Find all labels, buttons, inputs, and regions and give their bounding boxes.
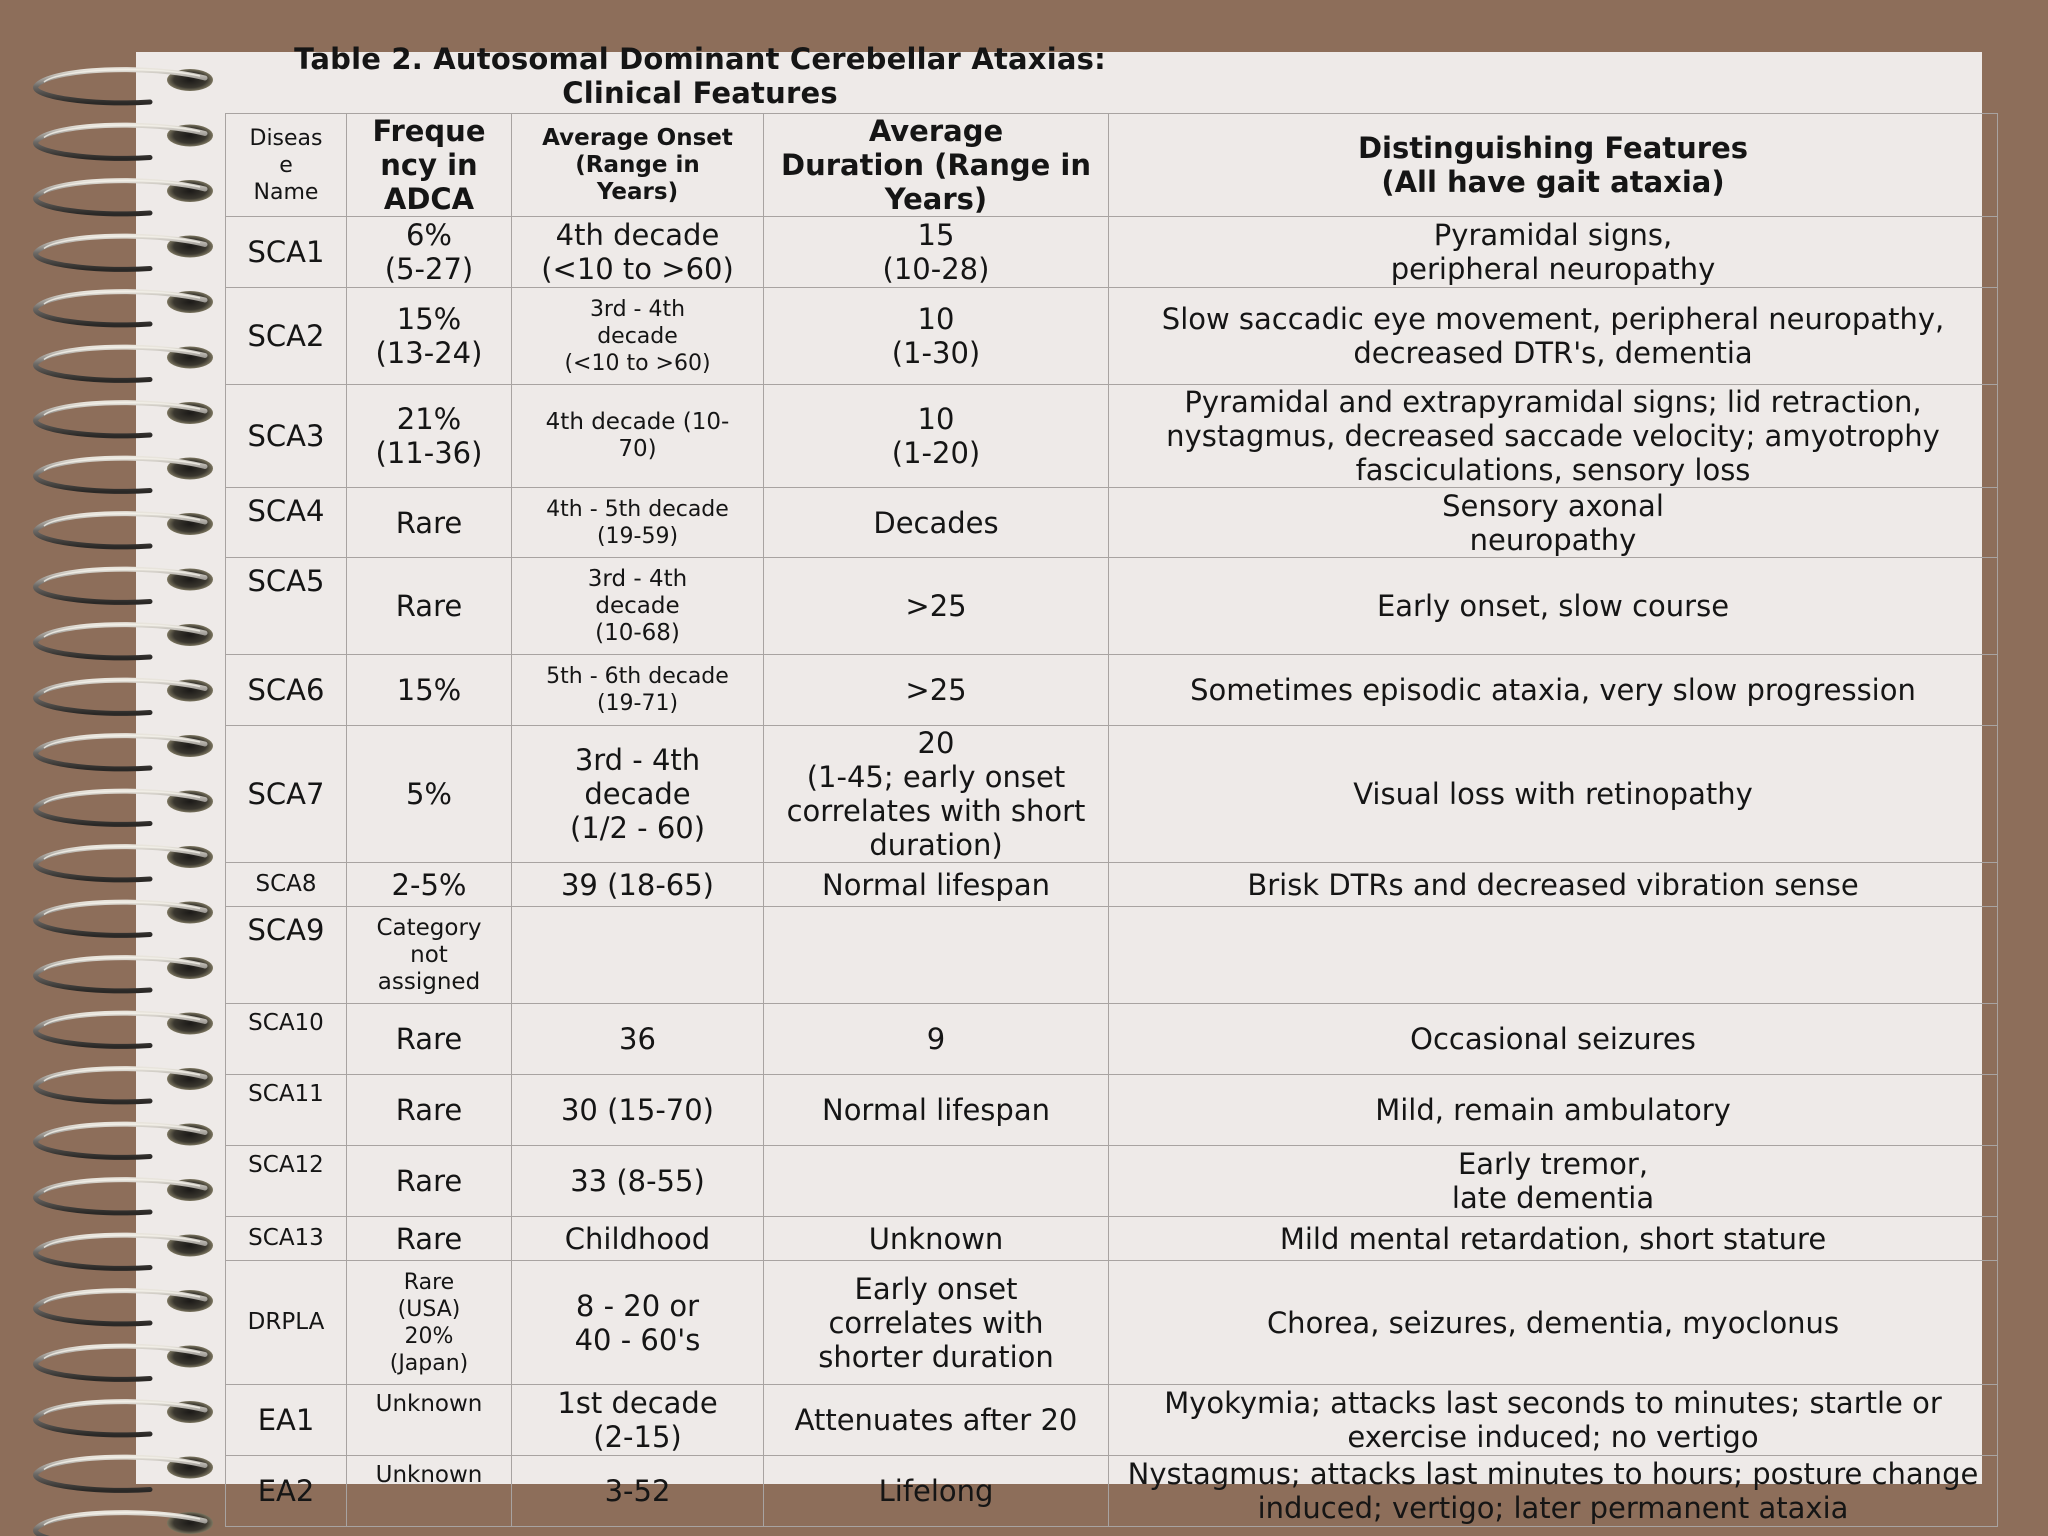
table-row [226, 1261, 1998, 1385]
frequency-cell: Rare [347, 1004, 512, 1075]
ataxia-table [225, 113, 1998, 1527]
header-features: Distinguishing Features (All have gait ataxia) [1109, 114, 1998, 217]
table-row [226, 385, 1998, 488]
table-row [226, 1385, 1998, 1456]
onset-cell: 36 [512, 1004, 764, 1075]
frequency-cell: Rare [347, 558, 512, 655]
spiral-ring [36, 1401, 213, 1435]
duration-cell: Normal lifespan [764, 1075, 1109, 1146]
spiral-ring [36, 735, 213, 769]
table-row [226, 1004, 1998, 1075]
table-row [226, 1217, 1998, 1261]
onset-cell: 3-52 [512, 1456, 764, 1527]
onset-cell: 3rd - 4th decade (1/2 - 60) [512, 726, 764, 863]
features-cell: Nystagmus; attacks last minutes to hours; posture change induced; vertigo; later permanent ataxia [1109, 1456, 1998, 1527]
spiral-ring [36, 1013, 213, 1047]
duration-cell: Normal lifespan [764, 863, 1109, 907]
onset-cell: Childhood [512, 1217, 764, 1261]
spiral-ring [36, 680, 213, 714]
onset-cell: 8 - 20 or 40 - 60's [512, 1261, 764, 1385]
duration-cell: 10 (1-20) [764, 385, 1109, 488]
features-cell: Mild, remain ambulatory [1109, 1075, 1998, 1146]
disease-name: SCA9 [226, 907, 347, 1004]
header-duration: Average Duration (Range in Years) [764, 114, 1109, 217]
table-row [226, 1146, 1998, 1217]
features-cell: Occasional seizures [1109, 1004, 1998, 1075]
onset-cell: 33 (8-55) [512, 1146, 764, 1217]
frequency-cell: 5% [347, 726, 512, 863]
features-cell: Myokymia; attacks last seconds to minutes; startle or exercise induced; no vertigo [1109, 1385, 1998, 1456]
table-row [226, 863, 1998, 907]
duration-cell: 20 (1-45; early onset correlates with short duration) [764, 726, 1109, 863]
table-row [226, 217, 1998, 288]
onset-cell: 39 (18-65) [512, 863, 764, 907]
table-row [226, 907, 1998, 1004]
spiral-ring [36, 791, 213, 825]
frequency-cell: Rare (USA) 20% (Japan) [347, 1261, 512, 1385]
disease-name: SCA12 [226, 1146, 347, 1217]
table-row [226, 558, 1998, 655]
table-row [226, 1456, 1998, 1527]
onset-cell: 5th - 6th decade (19-71) [512, 655, 764, 726]
onset-cell: 3rd - 4th decade (10-68) [512, 558, 764, 655]
features-cell: Sensory axonal neuropathy [1109, 488, 1998, 558]
frequency-cell: Rare [347, 1146, 512, 1217]
frequency-cell: 6% (5-27) [347, 217, 512, 288]
frequency-cell: Unknown [347, 1456, 512, 1527]
spiral-ring [36, 957, 213, 991]
spiral-ring [36, 1179, 213, 1213]
duration-cell [764, 907, 1109, 1004]
table-title: Table 2. Autosomal Dominant Cerebellar Ataxias: Clinical Features [294, 42, 1106, 110]
header-frequency: Freque ncy in ADCA [347, 114, 512, 217]
spiral-ring [36, 402, 213, 436]
features-cell: Early tremor, late dementia [1109, 1146, 1998, 1217]
spiral-ring [36, 1346, 213, 1380]
features-cell: Visual loss with retinopathy [1109, 726, 1998, 863]
frequency-cell: Unknown [347, 1385, 512, 1456]
duration-cell: 15 (10-28) [764, 217, 1109, 288]
onset-cell: 3rd - 4th decade (<10 to >60) [512, 288, 764, 385]
spiral-ring [36, 513, 213, 547]
spiral-ring [36, 458, 213, 492]
header-row [226, 114, 1998, 217]
spiral-ring [36, 236, 213, 270]
table-row [226, 655, 1998, 726]
features-cell: Chorea, seizures, dementia, myoclonus [1109, 1261, 1998, 1385]
table-row [226, 488, 1998, 558]
spiral-ring [36, 569, 213, 603]
frequency-cell: 2-5% [347, 863, 512, 907]
onset-cell: 1st decade (2-15) [512, 1385, 764, 1456]
spiral-ring [36, 347, 213, 381]
disease-name: SCA10 [226, 1004, 347, 1075]
table-row [226, 288, 1998, 385]
spiral-ring [36, 1235, 213, 1269]
spiral-ring [36, 1124, 213, 1158]
features-cell: Early onset, slow course [1109, 558, 1998, 655]
features-cell: Sometimes episodic ataxia, very slow progression [1109, 655, 1998, 726]
spiral-ring [36, 125, 213, 159]
frequency-cell: Category not assigned [347, 907, 512, 1004]
table-row [226, 726, 1998, 863]
spiral-ring [36, 180, 213, 214]
disease-name: SCA13 [226, 1217, 347, 1261]
disease-name: SCA11 [226, 1075, 347, 1146]
disease-name: EA1 [226, 1385, 347, 1456]
disease-name: SCA4 [226, 488, 347, 558]
header-onset: Average Onset (Range in Years) [512, 114, 764, 217]
spiral-ring [36, 1068, 213, 1102]
duration-cell: >25 [764, 558, 1109, 655]
features-cell: Pyramidal signs, peripheral neuropathy [1109, 217, 1998, 288]
duration-cell: Decades [764, 488, 1109, 558]
frequency-cell: Rare [347, 1217, 512, 1261]
onset-cell: 4th decade (<10 to >60) [512, 217, 764, 288]
spiral-ring [36, 624, 213, 658]
features-cell: Pyramidal and extrapyramidal signs; lid retraction, nystagmus, decreased saccade velocity; amyotrophy fasciculations, sensory loss [1109, 385, 1998, 488]
spiral-ring [36, 1457, 213, 1491]
disease-name: EA2 [226, 1456, 347, 1527]
disease-name: SCA7 [226, 726, 347, 863]
frequency-cell: 15% (13-24) [347, 288, 512, 385]
duration-cell: Early onset correlates with shorter duration [764, 1261, 1109, 1385]
table-row [226, 1075, 1998, 1146]
disease-name: SCA2 [226, 288, 347, 385]
frequency-cell: Rare [347, 488, 512, 558]
features-cell: Mild mental retardation, short stature [1109, 1217, 1998, 1261]
onset-cell [512, 907, 764, 1004]
disease-name: SCA6 [226, 655, 347, 726]
disease-name: SCA8 [226, 863, 347, 907]
disease-name: SCA1 [226, 217, 347, 288]
spiral-ring [36, 902, 213, 936]
duration-cell [764, 1146, 1109, 1217]
onset-cell: 4th decade (10- 70) [512, 385, 764, 488]
duration-cell: Unknown [764, 1217, 1109, 1261]
spiral-ring [36, 1290, 213, 1324]
frequency-cell: Rare [347, 1075, 512, 1146]
disease-name: SCA5 [226, 558, 347, 655]
frequency-cell: 21% (11-36) [347, 385, 512, 488]
frequency-cell: 15% [347, 655, 512, 726]
duration-cell: 10 (1-30) [764, 288, 1109, 385]
onset-cell: 4th - 5th decade (19-59) [512, 488, 764, 558]
features-cell: Brisk DTRs and decreased vibration sense [1109, 863, 1998, 907]
spiral-ring [36, 291, 213, 325]
disease-name: SCA3 [226, 385, 347, 488]
features-cell [1109, 907, 1998, 1004]
duration-cell: Lifelong [764, 1456, 1109, 1527]
duration-cell: >25 [764, 655, 1109, 726]
header-disease: Diseas e Name [226, 114, 347, 217]
features-cell: Slow saccadic eye movement, peripheral neuropathy, decreased DTR's, dementia [1109, 288, 1998, 385]
spiral-ring [36, 1512, 213, 1536]
spiral-binding [0, 0, 240, 1536]
spiral-ring [36, 846, 213, 880]
duration-cell: Attenuates after 20 [764, 1385, 1109, 1456]
disease-name: DRPLA [226, 1261, 347, 1385]
spiral-ring [36, 69, 213, 103]
duration-cell: 9 [764, 1004, 1109, 1075]
onset-cell: 30 (15-70) [512, 1075, 764, 1146]
